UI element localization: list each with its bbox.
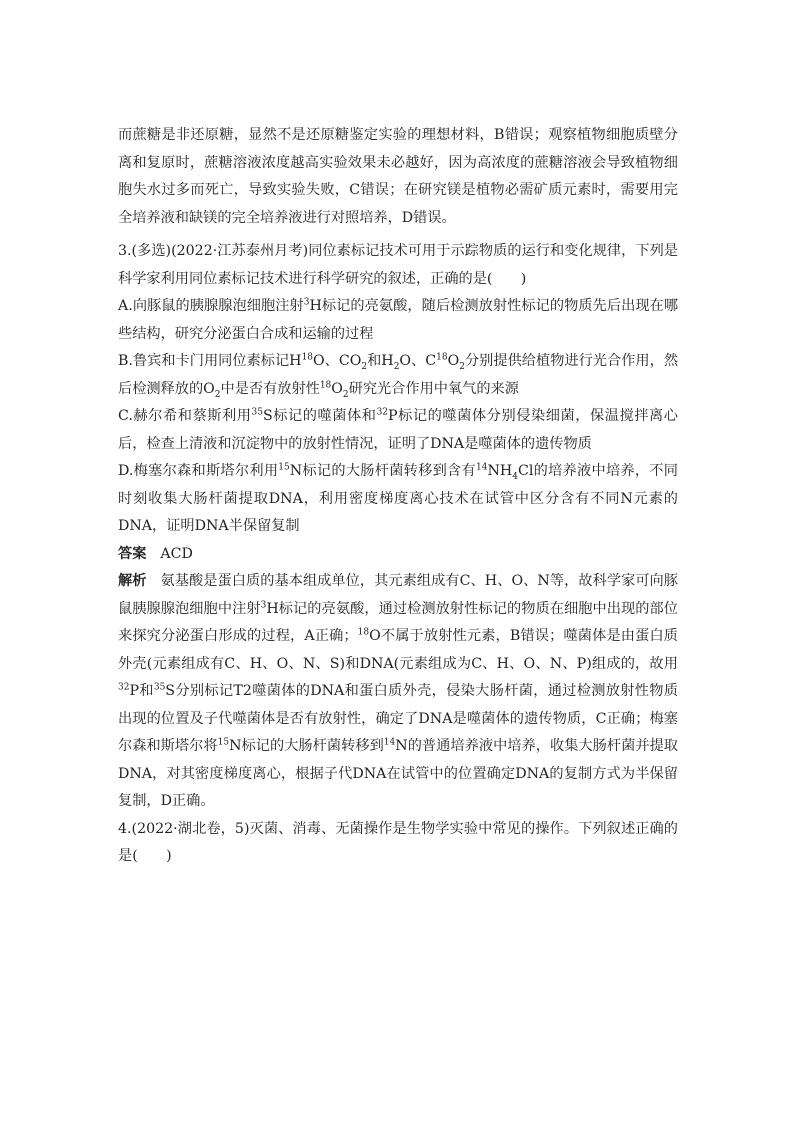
answer-value: ACD [160, 545, 193, 562]
paragraph-previous-analysis: 而蔗糖是非还原糖，显然不是还原糖鉴定实验的理想材料，B错误；观察植物细胞质壁分离和复原时，蔗糖溶液浓度越高实验效果未必越好，因为高浓度的蔗糖溶液会导致植物细胞失水过多而死亡，导致实验失败，C错误；在研究镁是植物必需矿质元素时，需要用完全培养液和缺镁的完全培养液进行对照培养，D错误。 [118, 127, 678, 226]
answer-line [118, 541, 678, 569]
option-d: D.梅塞尔森和斯塔尔利用$^{15}$N标记的大肠杆菌转移到含有$^{14}NH_4Cl$的培养液中培养，不同时刻收集大肠杆菌提取DNA，利用密度梯度离心技术在试管中区分含有不同N元素的DNA，证明DNA半保留复制 [118, 462, 678, 534]
option-c: C.赫尔希和蔡斯利用$^{35}$S标记的噬菌体和$^{32}$P标记的噬菌体分别侵染细菌，保温搅拌离心后，检查上清液和沉淀物中的放射性情况，证明了DNA是噬菌体的遗传物质 [118, 407, 678, 452]
analysis-paragraph: 解析 氨基酸是蛋白质的基本组成单位，其元素组成有C、H、O、N等，故科学家可向豚鼠胰腺腺泡细胞中注射$^3$H标记的亮氨酸，通过检测放射性标记的物质在细胞中出现的部位来探究分泌蛋白形成的过程，A正确；$^{18}$O不属于放射性元素，B错误；噬菌体是由蛋白质外壳(元素组成有C、H、O、N、S)和DNA(元素组成为C、H、O、N、P)组成的，故用$^{32}$P和$^{35}$S分别标记T2噬菌体的DNA和蛋白质外壳，侵染大肠杆菌，通过检测放射性物质出现的位置及子代噬菌体是否有放射性，确定了DNA是噬菌体的遗传物质，C正确；梅塞尔森和斯塔尔将$^{15}$N标记的大肠杆菌转移到$^{14}$N的普通培养液中培养，收集大肠杆菌并提取DNA，对其密度梯度离心，根据子代DNA在试管中的位置确定DNA的复制方式为半保留复制，D正确。 [118, 573, 679, 809]
question-4-stem: 4.(2022·湖北卷，5)灭菌、消毒、无菌操作是生物学实验中常见的操作。下列叙述正确的是( ) [118, 820, 678, 864]
analysis-label: 解析 [118, 573, 147, 589]
option-b: B.鲁宾和卡门用同位素标记$H^{18}O$、$CO_2$和$H_2O$、$C^{18}O_2$分别提供给植物进行光合作用，然后检测释放的$O_2$中是否有放射性$^{18}O_2$研究光合作用中氧气的来源 [118, 352, 679, 400]
answer-label: 答案 [118, 545, 147, 562]
document-body [118, 122, 678, 871]
option-a: A.向豚鼠的胰腺腺泡细胞注射$^3$H标记的亮氨酸，随后检测放射性标记的物质先后出现在哪些结构，研究分泌蛋白合成和运输的过程 [118, 297, 679, 342]
question-3-stem: 3.(多选)(2022·江苏泰州月考)同位素标记技术可用于示踪物质的运行和变化规律，下列是科学家利用同位素标记技术进行科学研究的叙述，正确的是( ) [118, 243, 678, 287]
